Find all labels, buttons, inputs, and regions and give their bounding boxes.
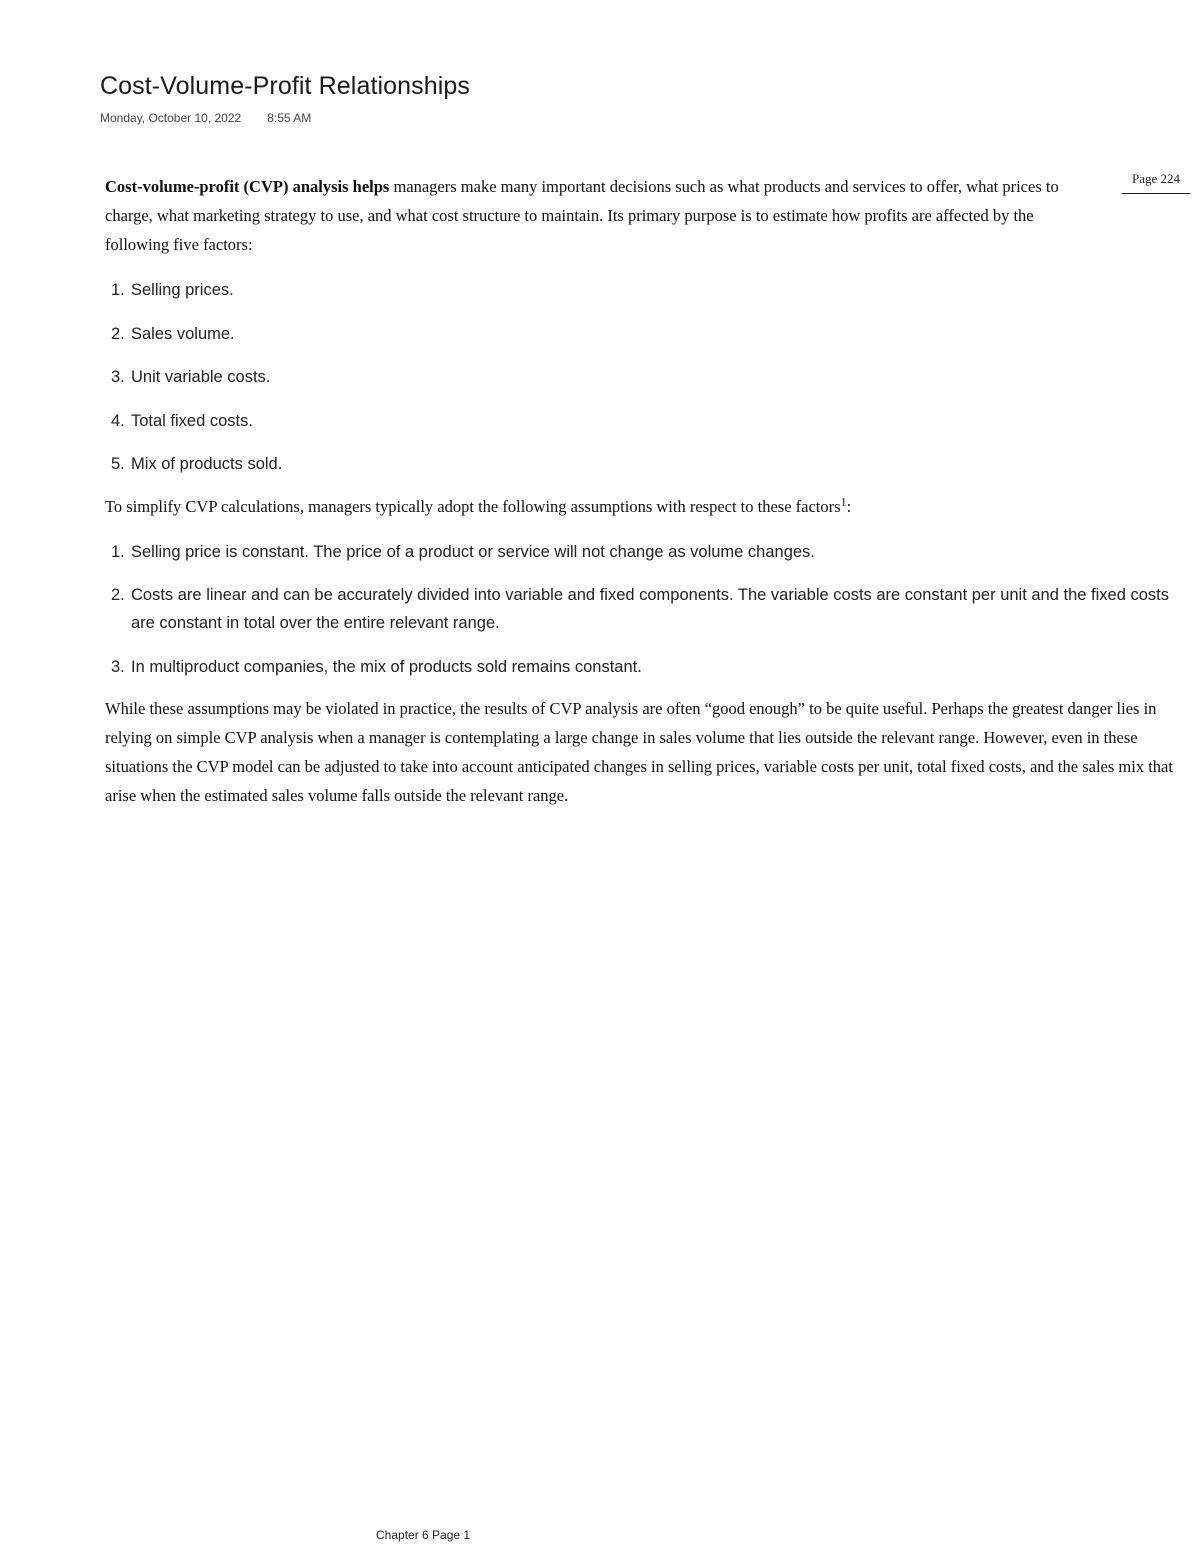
list-item: 1. Selling prices.	[111, 281, 234, 299]
intro-lead-term: Cost-volume-profit (CVP) analysis helps	[105, 177, 390, 196]
list-item: 2. Costs are linear and can be accurately divided into variable and fixed components. The variable costs are constant per unit and the fixed costs are constant in total over the entire relevant range.	[111, 586, 1169, 632]
page-marker: Page 224	[1122, 171, 1190, 194]
factors-list	[105, 276, 1191, 478]
list-item: 3. In multiproduct companies, the mix of products sold remains constant.	[111, 657, 642, 676]
intro-text: managers make many important decisions such as what products and services to offer, what prices to charge, what marketing strategy to use, and what cost structure to maintain. Its primary purpose is to estimate how profits are affected by the following five factors:	[105, 177, 1059, 254]
list-item: 3. Unit variable costs.	[111, 368, 271, 386]
list-item: 4. Total fixed costs.	[111, 411, 253, 430]
note-content	[105, 172, 1191, 810]
closing-paragraph: While these assumptions may be violated in practice, the results of CVP analysis are often “good enough” to be quite useful. Perhaps the greatest danger lies in relying on simple CVP analysis when a manager is contemplating a large change in sales volume that lies outside the relevant range. However, even in these situations the CVP model can be adjusted to take into account anticipated changes in selling prices, variable costs per unit, total fixed costs, and the sales mix that arise when the estimated sales volume falls outside the relevant range.	[105, 699, 1173, 805]
assumptions-intro-paragraph: To simplify CVP calculations, managers typically adopt the following assumptions with respect to these factors$^1$:	[105, 494, 852, 516]
page-title: Cost-Volume-Profit Relationships	[100, 72, 471, 100]
list-item: 1. Selling price is constant. The price of a product or service will not change as volume changes.	[111, 542, 815, 561]
list-item: 2. Sales volume.	[111, 324, 235, 343]
page-footer: Chapter 6 Page 1	[376, 1528, 471, 1542]
note-date: Monday, October 10, 2022	[100, 111, 242, 125]
assumptions-list	[105, 538, 1191, 681]
note-timestamp	[100, 111, 311, 125]
note-time: 8:55 AM	[267, 111, 312, 125]
footnote-link[interactable]: 1	[840, 494, 847, 508]
list-item: 5. Mix of products sold.	[111, 455, 283, 473]
intro-paragraph	[105, 172, 1191, 259]
